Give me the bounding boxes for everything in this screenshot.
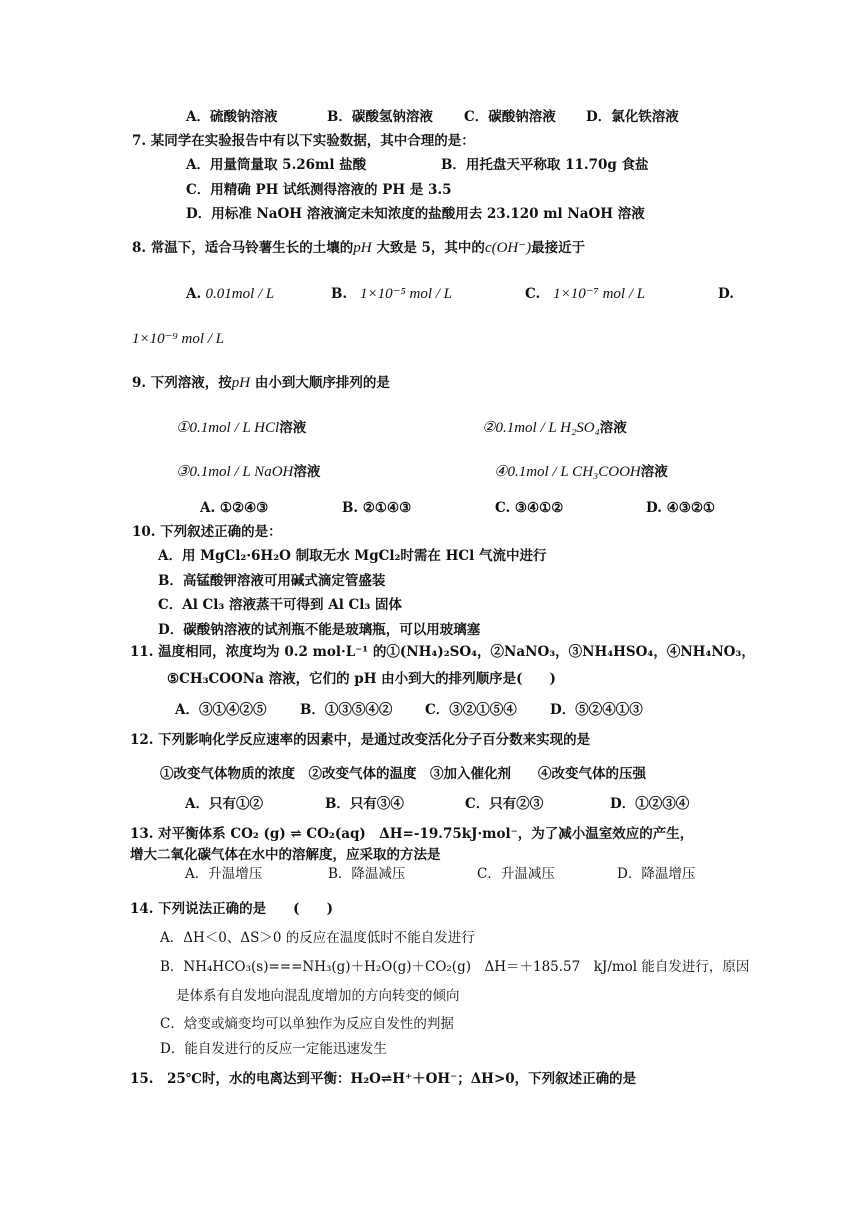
q9-stem: [132, 373, 390, 393]
q8-a-label: A.: [186, 286, 202, 302]
q8-stem-part-b: 大致是 5，其中的: [371, 240, 485, 256]
q10-option-d: D．碳酸钠溶液的试剂瓶不能是玻璃瓶，可以用玻璃塞: [158, 622, 481, 638]
q9-stem-part-b: 由小到大顺序排列的是: [250, 375, 390, 391]
q7-option-b: B．用托盘天平称取 11.70g 食盐: [441, 157, 649, 173]
q8-a-value: 0.01mol / L: [205, 286, 275, 302]
q10-stem: 10. 下列叙述正确的是：: [132, 524, 282, 540]
q8-b-label: B.: [331, 286, 348, 302]
q11-stem-line1: 11. 温度相同，浓度均为 0.2 mol·L⁻¹ 的①(NH₄)₂SO₄，②NaNO₃，③NH₄HSO₄，④NH₄NO₃，: [130, 644, 755, 660]
q9-s3-text: 溶液: [293, 464, 321, 480]
q10-option-c: C．Al Cl₃ 溶液蒸干可得到 Al Cl₃ 固体: [158, 597, 403, 613]
q11-option-a: A．③①④②⑤: [175, 702, 267, 718]
q9-s2-formula: ②0.1mol / L H₂SO₄: [482, 420, 600, 436]
q8-d-value: 1×10⁻⁹ mol / L: [132, 331, 225, 347]
q13-option-b: B．降温减压: [328, 866, 406, 882]
q9-option-a: A. ①②④③: [200, 500, 269, 516]
q12-option-c: C．只有②③: [465, 796, 544, 812]
q9-solution-3: [176, 462, 320, 482]
q8-option-a: [186, 284, 274, 304]
q11-option-b: B．①③⑤④②: [300, 702, 393, 718]
q7-option-c: C．用精确 PH 试纸测得溶液的 PH 是 3.5: [186, 182, 452, 198]
q13-option-a: A．升温增压: [185, 866, 263, 882]
q9-option-d: D. ④③②①: [646, 500, 716, 516]
q9-solution-1: [176, 418, 306, 438]
q13-stem-line2: 增大二氧化碳气体在水中的溶解度，应采取的方法是: [130, 847, 441, 863]
q9-option-c: C. ③④①②: [495, 500, 564, 516]
q13-stem-line1: 13. 对平衡体系 CO₂ (g) ⇌ CO₂(aq) ΔH=-19.75kJ·mol⁻，为了减小温室效应的产生，: [130, 826, 694, 842]
q9-option-b: B. ②①④③: [342, 500, 412, 516]
q14-option-b-line2: 是体系有自发地向混乱度增加的方向转变的倾向: [176, 988, 460, 1004]
q14-option-b-line1: B．NH₄HCO₃(s)===NH₃(g)＋H₂O(g)＋CO₂(g) ΔH＝＋185.57 kJ/mol 能自发进行，原因: [160, 959, 750, 975]
q8-stem-part-a: 8. 常温下，适合马铃薯生长的土壤的: [132, 240, 354, 256]
q8-b-value: 1×10⁻⁵ mol / L: [360, 286, 453, 302]
q14-option-d: D．能自发进行的反应一定能迅速发生: [160, 1041, 387, 1057]
q6-option-a: A．硫酸钠溶液: [186, 109, 278, 125]
q13-option-c: C．升温减压: [477, 866, 555, 882]
q8-d-label: D.: [718, 286, 734, 302]
q10-option-b: B．高锰酸钾溶液可用碱式滴定管盛装: [158, 573, 386, 589]
q8-option-c: [525, 284, 645, 304]
q8-stem: [132, 238, 585, 258]
q12-option-a: A．只有①②: [185, 796, 263, 812]
q14-option-c: C．焓变或熵变均可以单独作为反应自发性的判据: [160, 1016, 454, 1032]
q9-stem-part-a: 9. 下列溶液，按: [132, 375, 232, 391]
q6-option-c: C．碳酸钠溶液: [464, 109, 556, 125]
q13-option-d: D．降温增压: [617, 866, 696, 882]
q15-stem: 15. 25℃时，水的电离达到平衡：H₂O⇌H⁺＋OH⁻；ΔH>0，下列叙述正确的是: [130, 1071, 637, 1087]
q8-c-value: 1×10⁻⁷ mol / L: [553, 286, 646, 302]
q6-option-d: D．氯化铁溶液: [586, 109, 679, 125]
q12-option-b: B．只有③④: [325, 796, 404, 812]
q9-s4-text: 溶液: [640, 464, 668, 480]
q9-s1-formula: ①0.1mol / L HCl: [176, 420, 280, 436]
q9-s1-text: 溶液: [279, 420, 307, 436]
q11-option-d: D．⑤②④①③: [550, 702, 643, 718]
q7-stem: 7. 某同学在实验报告中有以下实验数据，其中合理的是：: [132, 133, 475, 149]
q11-stem-line2: ⑤CH₃COONa 溶液，它们的 pH 由小到大的排列顺序是( ): [167, 671, 556, 687]
q9-s4-formula: ④0.1mol / L CH₃COOH: [494, 464, 641, 480]
q8-option-b: [331, 284, 452, 304]
q8-c-label: C.: [525, 286, 541, 302]
q8-stem-oh: c(OH⁻): [484, 240, 532, 256]
q12-option-d: D．①②③④: [610, 796, 690, 812]
q14-stem: 14. 下列说法正确的是 ( ): [130, 901, 333, 917]
q12-items: ①改变气体物质的浓度 ②改变气体的温度 ③加入催化剂 ④改变气体的压强: [160, 766, 646, 782]
q11-option-c: C．③②①⑤④: [425, 702, 517, 718]
q9-s2-text: 溶液: [599, 420, 627, 436]
q7-option-d: D．用标准 NaOH 溶液滴定未知浓度的盐酸用去 23.120 ml NaOH 溶液: [186, 206, 645, 222]
q6-option-b: B．碳酸氢钠溶液: [327, 109, 433, 125]
q9-solution-2: [482, 418, 627, 438]
q14-option-a: A．ΔH＜0、ΔS＞0 的反应在温度低时不能自发进行: [160, 930, 475, 946]
q8-stem-part-d: 最接近于: [531, 240, 586, 256]
q8-stem-ph: pH: [353, 240, 372, 256]
q9-s3-formula: ③0.1mol / L NaOH: [176, 464, 294, 480]
q9-stem-ph: pH: [231, 375, 251, 391]
q7-option-a: A．用量筒量取 5.26ml 盐酸: [186, 157, 367, 173]
q10-option-a: A．用 MgCl₂·6H₂O 制取无水 MgCl₂时需在 HCl 气流中进行: [158, 548, 547, 564]
q9-solution-4: [494, 462, 668, 482]
q12-stem: 12. 下列影响化学反应速率的因素中，是通过改变活化分子百分数来实现的是: [130, 732, 591, 748]
